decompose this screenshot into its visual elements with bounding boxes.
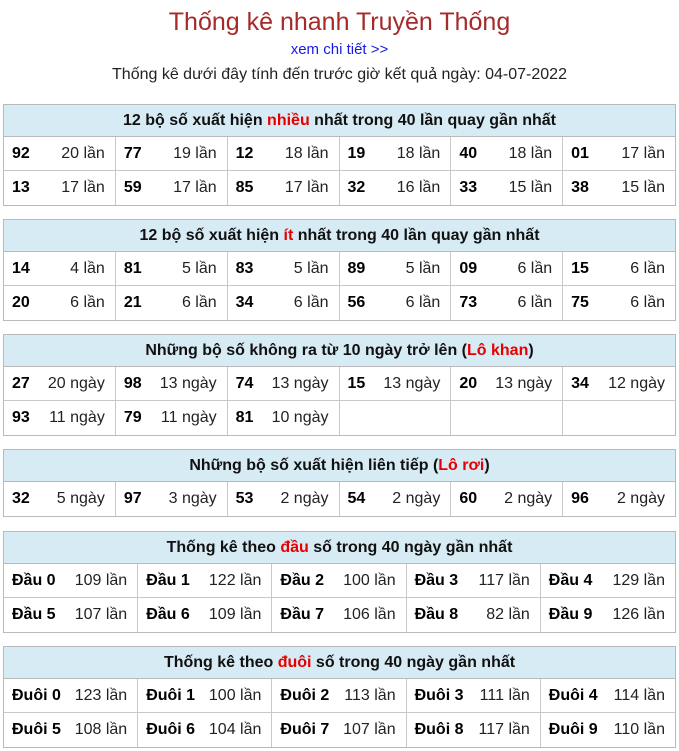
stat-cell — [451, 482, 563, 516]
stat-count: 20 ngày — [47, 374, 105, 392]
stat-number: 13 — [12, 179, 30, 196]
stat-count: 2 ngày — [504, 490, 553, 507]
stat-count: 6 lần — [630, 294, 665, 311]
stat-number: Đầu 9 — [548, 606, 593, 623]
stat-count: 13 ngày — [495, 374, 553, 392]
stat-count: 126 lần — [612, 606, 665, 623]
stat-number: 20 — [459, 374, 478, 392]
stat-count: 100 lần — [208, 686, 262, 704]
stat-cell — [228, 171, 340, 205]
stat-number: 96 — [571, 490, 589, 507]
stat-count: 17 lần — [173, 179, 217, 196]
stat-number: 32 — [12, 490, 30, 507]
stat-cell — [541, 564, 675, 598]
stat-count: 108 lần — [74, 721, 128, 738]
most-frequent-section — [3, 104, 676, 206]
stat-cell — [4, 482, 116, 516]
stat-count: 15 lần — [621, 179, 665, 196]
stat-count: 16 lần — [396, 179, 441, 196]
stat-number: 89 — [347, 259, 366, 277]
stat-cell — [116, 171, 228, 205]
stat-number: 14 — [12, 259, 30, 277]
stat-cell — [4, 286, 116, 320]
stat-count: 18 lần — [508, 144, 553, 162]
stat-count: 13 ngày — [159, 374, 217, 392]
stat-cell — [4, 171, 116, 205]
stat-number: 75 — [571, 294, 589, 311]
stat-number: 15 — [347, 374, 366, 392]
stat-cell — [541, 713, 675, 747]
stat-number: 54 — [347, 490, 366, 507]
stat-number: 81 — [123, 259, 142, 277]
stat-cell — [4, 401, 116, 435]
heading-text: 12 bộ số xuất hiện — [139, 227, 284, 244]
stat-number: 33 — [459, 179, 478, 196]
stat-number: 79 — [123, 409, 142, 426]
stat-number: 85 — [235, 179, 254, 196]
page-title: Thống kê nhanh Truyền Thống — [168, 8, 511, 36]
stat-number: 60 — [459, 490, 478, 507]
stat-count: 106 lần — [343, 606, 396, 623]
stat-count: 114 lần — [613, 686, 665, 704]
stat-count: 107 lần — [74, 606, 128, 623]
heading-text: số trong 40 ngày gần nhất — [308, 539, 513, 556]
stat-number: Đuôi 5 — [12, 721, 61, 738]
stat-count: 110 lần — [613, 721, 665, 738]
least-frequent-grid — [4, 252, 675, 320]
lo-khan-heading — [4, 335, 675, 367]
duoi-stats-heading — [4, 647, 675, 679]
stat-cell — [451, 252, 563, 286]
stat-cell — [4, 367, 116, 401]
stat-cell — [451, 367, 563, 401]
stat-count: 122 lần — [208, 571, 262, 589]
stat-number: Đuôi 3 — [414, 686, 464, 704]
stat-count: 129 lần — [612, 571, 665, 589]
stat-cell — [228, 286, 340, 320]
stat-number: Đầu 7 — [280, 606, 324, 623]
stat-cell — [541, 679, 675, 713]
stat-count: 111 lần — [479, 686, 530, 704]
stat-count: 17 lần — [284, 179, 329, 196]
stat-number: 97 — [123, 490, 142, 507]
stat-number: Đầu 8 — [414, 606, 459, 623]
stat-number: Đầu 1 — [146, 571, 190, 589]
view-details-link[interactable]: xem chi tiết >> — [290, 41, 389, 58]
stat-cell — [4, 564, 138, 598]
heading-text: 12 bộ số xuất hiện — [123, 112, 268, 129]
stat-cell — [138, 713, 272, 747]
stat-cell — [340, 252, 452, 286]
stat-cell — [563, 286, 675, 320]
stat-cell — [4, 713, 138, 747]
stat-number: 20 — [12, 294, 30, 311]
stat-cell — [116, 137, 228, 171]
stat-cell — [272, 713, 406, 747]
stat-count: 6 lần — [630, 259, 665, 277]
stat-number: 15 — [571, 259, 589, 277]
stat-cell — [228, 482, 340, 516]
heading-text: nhất trong 40 lần quay gần nhất — [293, 227, 540, 244]
dau-stats-section — [3, 531, 676, 633]
stat-cell — [4, 137, 116, 171]
stat-number: Đầu 5 — [12, 606, 56, 623]
stat-number: 09 — [459, 259, 478, 277]
stat-number: Đuôi 2 — [280, 686, 330, 704]
stat-number: Đuôi 1 — [146, 686, 196, 704]
empty-cell — [563, 401, 675, 435]
stat-count: 5 lần — [181, 259, 217, 277]
stat-number: 98 — [123, 374, 142, 392]
stat-count: 15 lần — [508, 179, 553, 196]
stat-number: 19 — [347, 144, 366, 162]
stat-count: 113 lần — [344, 686, 396, 704]
stat-cell — [451, 171, 563, 205]
stat-cell — [340, 286, 452, 320]
stat-count: 109 lần — [74, 571, 128, 589]
stat-number: 73 — [459, 294, 478, 311]
stat-cell — [272, 598, 406, 632]
duoi-stats-grid — [4, 679, 675, 747]
stat-number: Đầu 4 — [548, 571, 593, 589]
duoi-stats-section — [3, 646, 676, 748]
stat-number: Đầu 6 — [146, 606, 190, 623]
stat-cell — [563, 252, 675, 286]
stat-cell — [407, 713, 541, 747]
heading-highlight: nhiều — [267, 112, 310, 129]
stat-number: Đuôi 0 — [12, 686, 61, 704]
stat-number: Đuôi 9 — [548, 721, 598, 738]
stat-number: 83 — [235, 259, 254, 277]
stat-cell — [340, 367, 452, 401]
heading-highlight: Lô khan — [467, 342, 529, 359]
stat-cell — [563, 137, 675, 171]
stat-cell — [272, 564, 406, 598]
stat-count: 109 lần — [208, 606, 262, 623]
stat-number: 56 — [347, 294, 366, 311]
empty-cell — [340, 401, 452, 435]
dau-stats-heading — [4, 532, 675, 564]
stat-count: 2 ngày — [280, 490, 329, 507]
stat-number: 34 — [571, 374, 589, 392]
stat-count: 2 ngày — [616, 490, 665, 507]
stat-cell — [4, 252, 116, 286]
lo-khan-section — [3, 334, 676, 436]
lo-roi-section — [3, 449, 676, 517]
stat-cell — [407, 679, 541, 713]
stat-cell — [116, 367, 228, 401]
stat-cell — [340, 482, 452, 516]
stat-count: 117 lần — [478, 721, 530, 738]
heading-highlight: ít — [283, 227, 294, 244]
heading-highlight: đuôi — [277, 654, 312, 671]
stat-count: 3 ngày — [168, 490, 217, 507]
stat-cell — [541, 598, 675, 632]
stat-cell — [138, 679, 272, 713]
stat-cell — [340, 171, 452, 205]
stat-cell — [340, 137, 452, 171]
stat-count: 10 ngày — [271, 409, 329, 426]
stat-number: 12 — [235, 144, 254, 162]
stat-count: 100 lần — [343, 571, 396, 589]
most-frequent-grid — [4, 137, 675, 205]
stat-number: Đuôi 4 — [548, 686, 598, 704]
stat-number: 21 — [123, 294, 142, 311]
lo-roi-grid — [4, 482, 675, 516]
stat-count: 2 ngày — [392, 490, 441, 507]
stat-number: Đuôi 6 — [146, 721, 196, 738]
least-frequent-heading — [4, 220, 675, 252]
stat-count: 11 ngày — [49, 409, 105, 426]
most-frequent-heading — [4, 105, 675, 137]
stat-cell — [228, 401, 340, 435]
stat-count: 18 lần — [396, 144, 441, 162]
stat-cell — [4, 598, 138, 632]
stat-count: 17 lần — [61, 179, 105, 196]
stat-number: Đuôi 8 — [414, 721, 464, 738]
stat-count: 6 lần — [181, 294, 217, 311]
stat-count: 20 lần — [61, 144, 105, 162]
stat-number: Đầu 3 — [414, 571, 459, 589]
stat-cell — [138, 598, 272, 632]
stat-cell — [563, 171, 675, 205]
heading-text: ) — [484, 457, 490, 474]
stat-cell — [116, 482, 228, 516]
stat-cell — [451, 286, 563, 320]
stat-cell — [116, 401, 228, 435]
lo-khan-grid — [4, 367, 675, 435]
stat-count: 4 lần — [70, 259, 105, 277]
stat-count: 117 lần — [478, 571, 530, 589]
stat-number: Đuôi 7 — [280, 721, 330, 738]
stat-cell — [451, 137, 563, 171]
stat-number: 27 — [12, 374, 30, 392]
stat-count: 5 lần — [293, 259, 329, 277]
stat-number: 32 — [347, 179, 366, 196]
heading-highlight: Lô rơi — [438, 457, 485, 474]
stat-number: 77 — [123, 144, 142, 162]
lo-roi-heading — [4, 450, 675, 482]
stat-cell — [563, 482, 675, 516]
stat-count: 6 lần — [405, 294, 441, 311]
stat-number: 92 — [12, 144, 30, 162]
stat-cell — [116, 286, 228, 320]
stat-count: 19 lần — [173, 144, 217, 162]
stat-count: 82 lần — [486, 606, 530, 623]
empty-cell — [451, 401, 563, 435]
stat-count: 13 ngày — [271, 374, 329, 392]
stat-count: 104 lần — [208, 721, 262, 738]
stat-count: 107 lần — [343, 721, 396, 738]
stat-count: 123 lần — [74, 686, 128, 704]
heading-text: Thống kê theo — [163, 654, 278, 671]
stat-count: 13 ngày — [383, 374, 441, 392]
stat-cell — [4, 679, 138, 713]
stat-count: 6 lần — [70, 294, 105, 311]
stat-number: 74 — [235, 374, 254, 392]
stat-cell — [407, 564, 541, 598]
heading-highlight: đầu — [280, 539, 309, 556]
page-header — [0, 0, 679, 88]
stat-count: 6 lần — [293, 294, 329, 311]
stat-cell — [116, 252, 228, 286]
stat-count: 11 ngày — [160, 409, 217, 426]
stat-number: 34 — [235, 294, 254, 311]
heading-text: số trong 40 ngày gần nhất — [311, 654, 516, 671]
heading-text: Những bộ số không ra từ 10 ngày trở lên ( — [145, 342, 467, 359]
stat-count: 18 lần — [284, 144, 329, 162]
heading-text: ) — [528, 342, 534, 359]
least-frequent-section — [3, 219, 676, 321]
stat-number: 40 — [459, 144, 478, 162]
stat-cell — [563, 367, 675, 401]
stat-cell — [407, 598, 541, 632]
stat-count: 5 ngày — [56, 490, 105, 507]
stat-cell — [272, 679, 406, 713]
heading-text: Thống kê theo — [166, 539, 281, 556]
stat-count: 17 lần — [621, 144, 665, 162]
stat-number: Đầu 0 — [12, 571, 56, 589]
stat-cell — [228, 367, 340, 401]
stat-number: 53 — [235, 490, 254, 507]
stat-count: 5 lần — [405, 259, 441, 277]
heading-text: Những bộ số xuất hiện liên tiếp ( — [189, 457, 439, 474]
stat-number: 93 — [12, 409, 30, 426]
dau-stats-grid — [4, 564, 675, 632]
stat-number: 81 — [235, 409, 254, 426]
stat-count: 12 ngày — [608, 374, 665, 392]
stat-number: 38 — [571, 179, 589, 196]
stat-number: Đầu 2 — [280, 571, 324, 589]
stat-cell — [228, 137, 340, 171]
page-subtitle: Thống kê dưới đây tính đến trước giờ kết quả ngày: 04-07-2022 — [112, 66, 567, 83]
stat-count: 6 lần — [517, 259, 553, 277]
stat-number: 59 — [123, 179, 142, 196]
stat-count: 6 lần — [517, 294, 553, 311]
stat-cell — [228, 252, 340, 286]
heading-text: nhất trong 40 lần quay gần nhất — [309, 112, 556, 129]
stat-cell — [138, 564, 272, 598]
stat-number: 01 — [571, 144, 589, 162]
